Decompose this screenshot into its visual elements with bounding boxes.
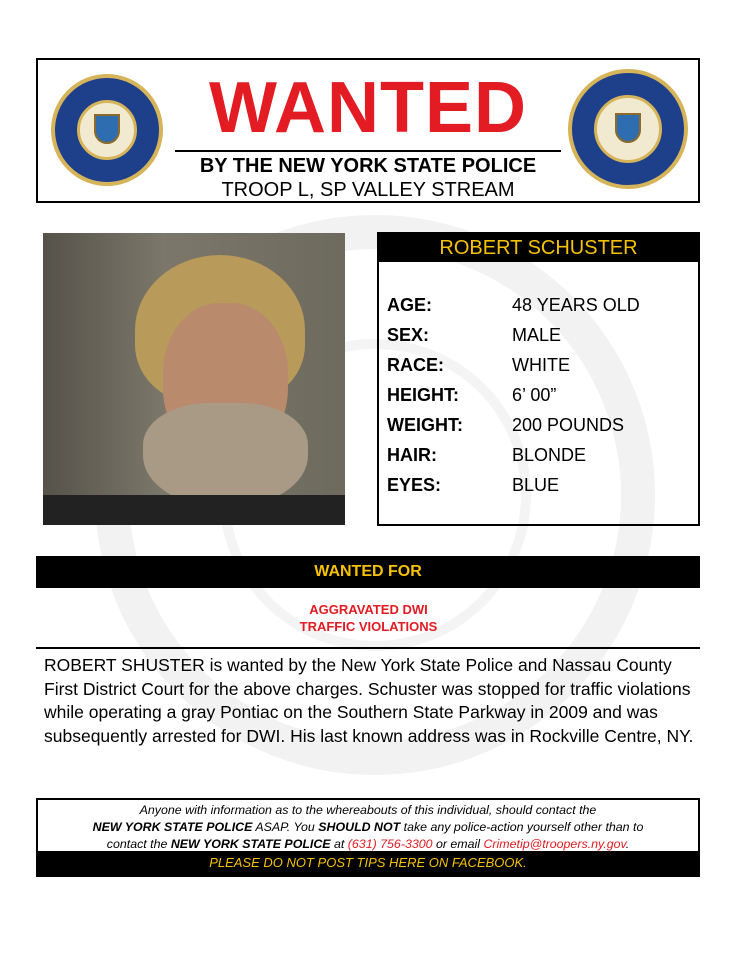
footer-text: or email xyxy=(432,837,484,851)
charge-item: AGGRAVATED DWI xyxy=(309,602,428,617)
bci-seal-icon xyxy=(568,69,688,189)
detail-value: MALE xyxy=(512,325,562,345)
detail-value: 6’ 00” xyxy=(512,385,557,405)
detail-value: BLONDE xyxy=(512,445,587,465)
detail-row-weight xyxy=(387,410,640,440)
agency-name: NEW YORK STATE POLICE xyxy=(92,820,253,834)
footer-line-1: Anyone with information as to the whereabouts of this individual, should contact the xyxy=(139,803,597,817)
charges-list xyxy=(0,601,737,635)
agency-name: NEW YORK STATE POLICE xyxy=(170,837,331,851)
detail-value: 200 POUNDS xyxy=(512,415,625,435)
email-address: Crimetip@troopers.ny.gov xyxy=(483,837,626,851)
detail-row-sex xyxy=(387,320,640,350)
detail-row-age xyxy=(387,290,640,320)
wanted-for-heading: WANTED FOR xyxy=(36,556,700,588)
detail-label: EYES: xyxy=(387,475,442,495)
phone-number: (631) 756-3300 xyxy=(347,837,433,851)
detail-row-height xyxy=(387,380,640,410)
detail-row-eyes xyxy=(387,470,640,500)
footer-text: contact the xyxy=(106,837,171,851)
suspect-info-panel xyxy=(377,232,700,526)
footer-text: ASAP. You xyxy=(252,820,319,834)
detail-row-hair xyxy=(387,440,640,470)
detail-value: WHITE xyxy=(512,355,570,375)
detail-row-race xyxy=(387,350,640,380)
contact-instructions xyxy=(38,800,698,853)
troop-location: TROOP L, SP VALLEY STREAM xyxy=(221,179,515,201)
poster-title: WANTED xyxy=(209,68,527,148)
footer-text: take any police-action yourself other than to xyxy=(400,820,644,834)
footer-line-2 xyxy=(38,819,698,836)
case-description: ROBERT SHUSTER is wanted by the New York State Police and Nassau County First District Court for the above charges. Schuster was stopped for traffic violations while operating a gray Pontiac on the Southern State Parkway in 2009 and was subsequently arrested for DWI. His last known address was in Rockville Centre, NY. xyxy=(44,655,694,746)
warning-text: SHOULD NOT xyxy=(318,820,401,834)
detail-value: BLUE xyxy=(512,475,560,495)
charge-item: TRAFFIC VIOLATIONS xyxy=(299,619,438,634)
detail-value: 48 YEARS OLD xyxy=(512,295,640,315)
detail-label: WEIGHT: xyxy=(387,415,463,435)
detail-label: SEX: xyxy=(387,325,430,345)
suspect-name: ROBERT SCHUSTER xyxy=(379,234,698,262)
poster-subtitle: BY THE NEW YORK STATE POLICE xyxy=(199,155,537,177)
detail-label: HEIGHT: xyxy=(387,385,459,405)
detail-label: AGE: xyxy=(387,295,432,315)
footer-text: at xyxy=(330,837,348,851)
poster-header xyxy=(36,58,700,203)
section-divider xyxy=(36,647,700,649)
suspect-details xyxy=(387,290,640,500)
footer-text: . xyxy=(625,837,630,851)
facebook-notice: PLEASE DO NOT POST TIPS HERE ON FACEBOOK. xyxy=(38,851,698,875)
contact-footer xyxy=(36,798,700,877)
suspect-photo xyxy=(43,233,345,525)
detail-label: RACE: xyxy=(387,355,444,375)
detail-label: HAIR: xyxy=(387,445,437,465)
